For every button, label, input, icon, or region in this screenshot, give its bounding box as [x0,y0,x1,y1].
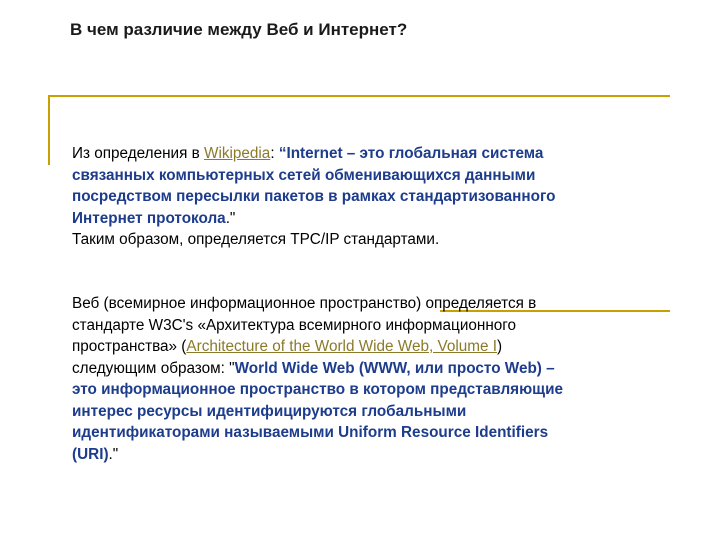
p2-line4 [72,358,563,380]
p1-colon: : [270,145,279,162]
p1-quote-end: ." [225,209,236,227]
p2-line4-pre: следующим образом: " [72,359,235,377]
p1-quote-l3: посредством пересылки пакетов в рамках стандартизованного [72,188,556,205]
p2-quote-l6: интерес ресурсы идентифицируются глобальными [72,402,467,420]
p2-quote-end: ." [108,445,119,463]
p1-line1 [72,143,556,165]
p2-line4-quote: World Wide Web (WWW, или просто Web) – [234,359,555,377]
p1-intro: Из определения в [72,145,204,162]
wikipedia-link[interactable]: Wikipedia [204,145,271,162]
paragraph-w3c-definition [72,293,563,465]
p2-quote-l5: это информационное пространство в котором представляющие [72,381,563,398]
paragraph-wikipedia-definition [72,143,556,251]
decor-top-line [48,95,670,97]
p2-line3-pre: пространства» ( [72,338,187,355]
p2-quote-l8: (URI) [72,445,109,463]
p2-line8 [72,444,563,466]
w3c-architecture-link[interactable]: Architecture of the World Wide Web, Volume I [186,338,497,355]
p1-line5: Таким образом, определяется TPC/IP стандартами. [72,231,440,248]
page-title: В чем различие между Веб и Интернет? [70,20,408,39]
decor-left-line [48,95,50,165]
p1-line4 [72,208,556,230]
p2-quote-l7: идентификаторами называемыми Uniform Resource Identifiers [72,424,549,441]
p1-quote-l1: “Internet – это глобальная система [278,145,544,162]
p1-quote-l4: Интернет протокола [72,209,226,227]
p2-line3-post: ) [497,338,503,355]
p2-line3 [72,336,563,358]
p2-line1: Веб (всемирное информационное пространство) определяется в [72,295,537,312]
p1-quote-l2: связанных компьютерных сетей обменивающихся данными [72,166,536,184]
p2-line2: стандарте W3C's «Архитектура всемирного информационного [72,316,517,334]
